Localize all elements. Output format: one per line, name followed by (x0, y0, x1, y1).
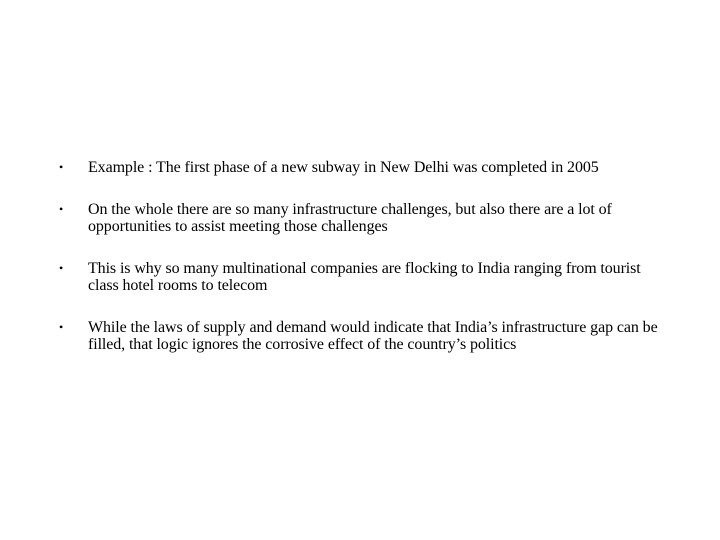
bullet-text: Example : The first phase of a new subway in New Delhi was completed in 2005 (88, 159, 599, 176)
bullet-list (56, 159, 666, 353)
bullet-marker: • (59, 160, 64, 174)
bullet-text: While the laws of supply and demand would indicate that India’s infrastructure gap can be filled, that logic ignores the corrosive effect of the country’s politics (88, 319, 658, 353)
bullet-marker: • (59, 202, 64, 216)
bullet-marker: • (59, 261, 64, 275)
bullet-item-3 (56, 260, 666, 294)
bullet-text: This is why so many multinational companies are flocking to India ranging from tourist class hotel rooms to telecom (88, 260, 641, 294)
bullet-item-1 (56, 159, 666, 176)
bullet-item-4 (56, 319, 666, 353)
bullet-text: On the whole there are so many infrastructure challenges, but also there are a lot of opportunities to assist meeting those challenges (88, 201, 612, 235)
bullet-item-2 (56, 201, 666, 235)
bullet-marker: • (59, 320, 64, 334)
